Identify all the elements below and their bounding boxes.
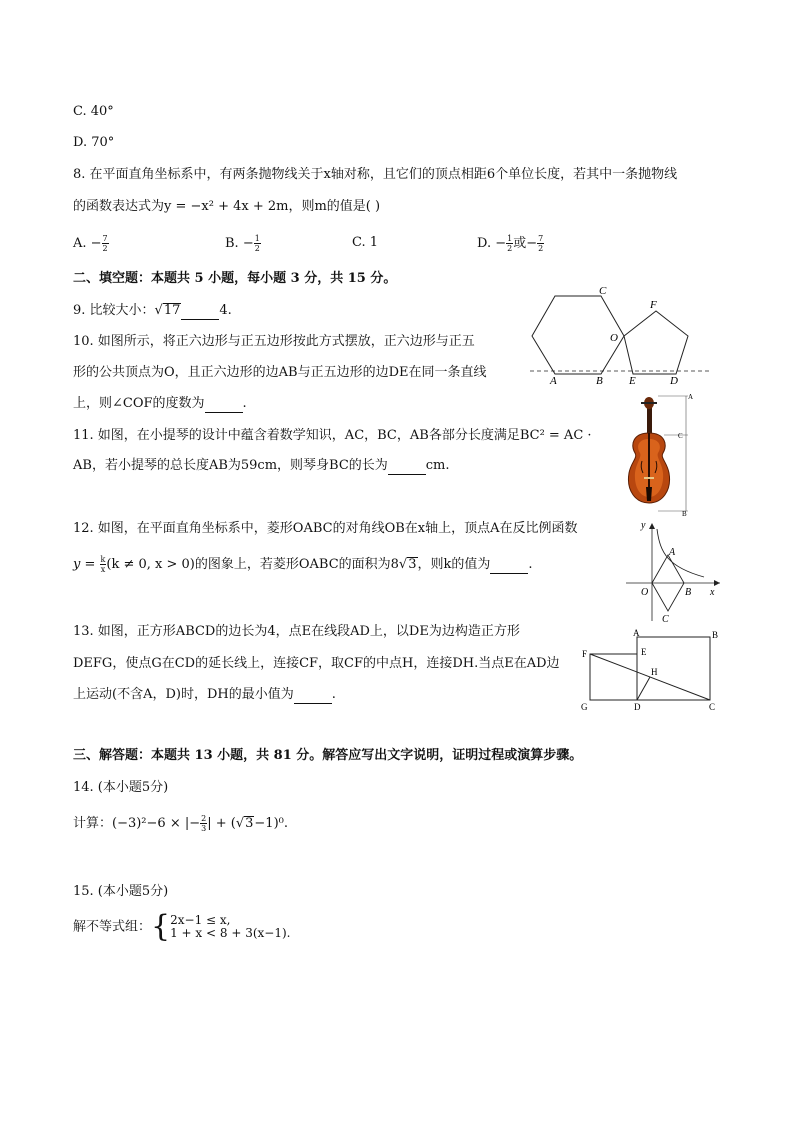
label-o: O: [641, 587, 649, 598]
label-a: A: [669, 547, 676, 558]
x-axis-arrow: [714, 580, 720, 586]
answer-blank: [294, 691, 332, 704]
q8-option-b-prefix: B. −: [225, 236, 254, 251]
inequality-2: 1 + x < 8 + 3(x−1).: [170, 926, 291, 940]
label-b: B: [685, 587, 692, 598]
answer-blank: [205, 400, 243, 413]
q8-option-d-prefix: D. −: [477, 236, 507, 251]
label-b: B: [596, 375, 603, 387]
squares-figure: [578, 627, 726, 715]
section-3-heading: 三、解答题：本题共 13 小题，共 81 分。解答应写出文字说明，证明过程或演算步骤。: [73, 748, 583, 763]
q14-expr-mid: | + (: [207, 816, 236, 831]
label-f: F: [650, 299, 657, 311]
q14-radicand: 3: [245, 816, 254, 831]
numerator: 1: [507, 234, 513, 243]
q8-option-a-prefix: A. −: [73, 236, 102, 251]
label-d: D: [634, 702, 641, 712]
denominator: x: [100, 565, 106, 574]
q13-line3-prefix: 上运动(不含A，D)时，DH的最小值为: [73, 687, 294, 702]
inequality-1: 2x−1 ≤ x,: [170, 913, 231, 927]
label-b: B: [682, 510, 687, 517]
label-y: y: [641, 520, 646, 531]
q9-radicand: 17: [163, 303, 181, 318]
label-f: F: [582, 649, 588, 659]
denominator: 2: [102, 244, 108, 253]
q10-line1: 10. 如图所示，将正六边形与正五边形按此方式摆放，正六边形与正五: [73, 334, 475, 349]
q9: 9. 比较大小：√17 4.: [73, 303, 232, 318]
q13-line3: [73, 686, 336, 704]
label-e: E: [641, 647, 647, 657]
q11-line2-prefix: AB，若小提琴的总长度AB为59cm，则琴身BC的长为: [73, 458, 388, 473]
segment-dh: [637, 677, 650, 700]
fraction: [102, 234, 109, 253]
q8-option-d: [477, 234, 544, 253]
y-axis-arrow: [649, 523, 655, 529]
denominator: 3: [201, 824, 207, 833]
q15-prefix: 解不等式组：: [73, 919, 152, 935]
numerator: 2: [201, 814, 207, 823]
label-c: C: [678, 432, 683, 440]
option-d: D. 70°: [73, 135, 115, 150]
numerator: 7: [102, 234, 108, 243]
q15-title: 15. (本小题5分): [73, 884, 169, 899]
q12-y: y =: [73, 557, 100, 572]
inequality-system: [170, 914, 290, 940]
violin-figure: [618, 393, 718, 517]
label-c: C: [599, 286, 607, 297]
label-d: D: [670, 375, 678, 387]
q14-expr-suffix: −1)⁰.: [254, 816, 288, 831]
denominator: 2: [254, 244, 260, 253]
q8-option-d-mid: 或−: [513, 236, 538, 251]
q14-expression: 计算：(−3)²−6 × |− $\frac{2}{3}$ | + (√3−1)⁰.: [73, 814, 288, 833]
label-b: B: [712, 630, 719, 640]
label-h: H: [651, 667, 658, 677]
left-brace: {: [151, 909, 171, 944]
q12-line2-prefix-end: ，则k的值为: [417, 557, 491, 572]
q9-suffix: 4.: [219, 303, 232, 318]
q11-line1: 11. 如图，在小提琴的设计中蕴含着数学知识，AC，BC，AB各部分长度满足BC² = AC ·: [73, 428, 592, 443]
q10-line3-prefix: 上，则∠COF的度数为: [73, 396, 205, 411]
q13-line3-suffix: .: [331, 687, 336, 702]
numerator: 1: [254, 234, 260, 243]
denominator: 2: [538, 244, 544, 253]
q8-option-b: [225, 234, 261, 253]
q12-line1: 12. 如图，在平面直角坐标系中，菱形OABC的对角线OB在x轴上，顶点A在反比例函数: [73, 521, 578, 536]
q12-line2: y = $\frac{k}{x}$ (k ≠ 0, x > 0)的图象上，若菱形OABC的面积为8√3，则k的值为 .: [73, 555, 533, 574]
q11-line2-suffix: cm.: [425, 458, 450, 473]
q15-system: [73, 909, 291, 944]
answer-blank: [388, 462, 426, 475]
q10-line3-suffix: .: [242, 396, 247, 411]
answer-blank: [490, 561, 528, 574]
q8-option-c: C. 1: [352, 235, 379, 250]
q8-line2: 的函数表达式为y = −x² + 4x + 2m，则m的值是( ): [73, 199, 381, 214]
violin-pegs: [641, 402, 657, 404]
q14-title: 14. (本小题5分): [73, 780, 169, 795]
label-o: O: [610, 332, 618, 344]
label-c: C: [709, 702, 716, 712]
label-e: E: [629, 375, 636, 387]
q12-radicand: 3: [408, 557, 417, 572]
q11-line2: [73, 457, 450, 475]
q8-line1: 8. 在平面直角坐标系中，有两条抛物线关于x轴对称，且它们的顶点相距6个单位长度，若其中一条抛物线: [73, 167, 678, 182]
q13-line1: 13. 如图，正方形ABCD的边长为4，点E在线段AD上，以DE为边构造正方形: [73, 624, 520, 639]
label-c: C: [662, 614, 669, 625]
hyperbola: [657, 529, 704, 577]
q13-line2: DEFG，使点G在CD的延长线上，连接CF，取CF的中点H，连接DH.当点E在AD边: [73, 656, 560, 671]
q8-option-a: [73, 234, 109, 253]
violin-tailpiece: [646, 487, 652, 501]
q10-line3: [73, 395, 247, 413]
label-g: G: [581, 702, 588, 712]
numerator: k: [100, 555, 106, 564]
denominator: 2: [507, 244, 513, 253]
label-a: A: [688, 393, 694, 401]
violin-bridge: [644, 477, 654, 479]
q9-prefix: 9. 比较大小：: [73, 303, 155, 318]
q12-line2-suffix: .: [528, 557, 533, 572]
label-a: A: [633, 628, 640, 638]
pentagon: [624, 311, 688, 374]
q14-expr-prefix: 计算：(−3)²−6 × |−: [73, 816, 201, 831]
square-abcd: [637, 637, 710, 700]
q12-line2-mid: (k ≠ 0, x > 0)的图象上，若菱形OABC的面积为8: [106, 557, 399, 572]
label-x: x: [710, 587, 715, 598]
hexagon-pentagon-figure: [530, 286, 715, 388]
numerator: 7: [538, 234, 544, 243]
label-a: A: [550, 375, 557, 387]
option-c: C. 40°: [73, 104, 114, 119]
q10-line2: 形的公共顶点为O，且正六边形的边AB与正五边形的边DE在同一条直线: [73, 365, 487, 380]
section-2-heading: 二、填空题：本题共 5 小题，每小题 3 分，共 15 分。: [73, 271, 397, 286]
fraction: [537, 234, 544, 253]
fraction: [254, 234, 261, 253]
answer-blank: [181, 307, 219, 320]
rhombus-hyperbola-figure: [624, 517, 724, 625]
square-defg: [590, 654, 637, 700]
